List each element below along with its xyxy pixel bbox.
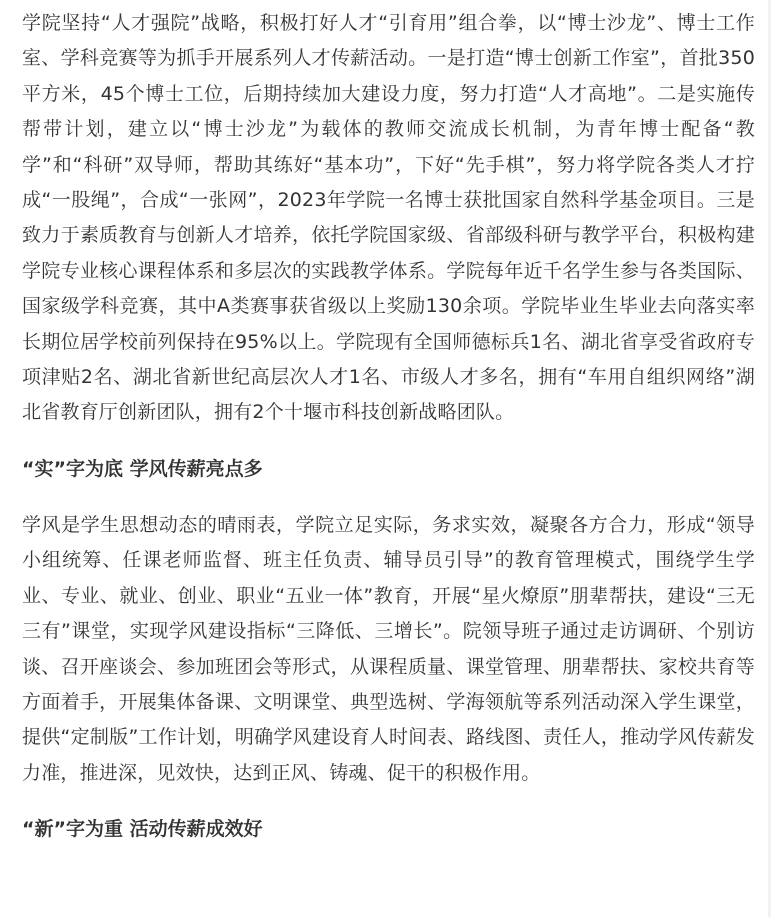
section-heading-study-style: “实”字为底 学风传薪亮点多 [22, 457, 263, 480]
section-heading-activities: “新”字为重 活动传薪成效好 [22, 818, 263, 841]
paragraph-talent-strategy: 学院坚持“人才强院”战略，积极打好人才“引育用”组合拳，以“博士沙龙”、博士工作室、学科竞赛等为抓手开展系列人才传薪活动。一是打造“博士创新工作室”，首批350平方米，45个博士工位，后期持续加大建设力度，努力打造“人才高地”。二是实施传帮带计划，建立以“博士沙龙”为载体的教师交流成长机制，为青年博士配备“教学”和“科研”双导师，帮助其练好“基本功”，下好“先手棋”，努力将学院各类人才拧成“一股绳”，合成“一张网”，2023年学院一名博士获批国家自然科学基金项目。三是致力于素质教育与创新人才培养，依托学院国家级、省部级科研与教学平台，积极构建学院专业核心课程体系和多层次的实践教学体系。学院每年近千名学生参与各类国际、国家级学科竞赛，其中A类赛事获省级以上奖励130余项。学院毕业生毕业去向落实率长期位居学校前列保持在95%以上。学院现有全国师德标兵1名、湖北省享受省政府专项津贴2名、湖北省新世纪高层次人才1名、市级人才多名，拥有“车用自组织网络”湖北省教育厅创新团队，拥有2个十堰市科技创新战略团队。 [22, 12, 755, 424]
article-body [22, 0, 755, 847]
paragraph-study-style: 学风是学生思想动态的晴雨表，学院立足实际，务求实效，凝聚各方合力，形成“领导小组统筹、任课老师监督、班主任负责、辅导员引导”的教育管理模式，围绕学生学业、专业、就业、创业、职业“五业一体”教育，开展“星火燎原”朋辈帮扶，建设“三无三有”课堂，实现学风建设指标“三降低、三增长”。院领导班子通过走访调研、个别访谈、召开座谈会、参加班团会等形式，从课程质量、课堂管理、朋辈帮扶、家校共育等方面着手，开展集体备课、文明课堂、典型选树、学海领航等系列活动深入学生课堂，提供“定制版”工作计划，明确学风建设育人时间表、路线图、责任人，推动学风传薪发力准，推进深，见效快，达到正风、铸魂、促干的积极作用。 [22, 513, 755, 784]
